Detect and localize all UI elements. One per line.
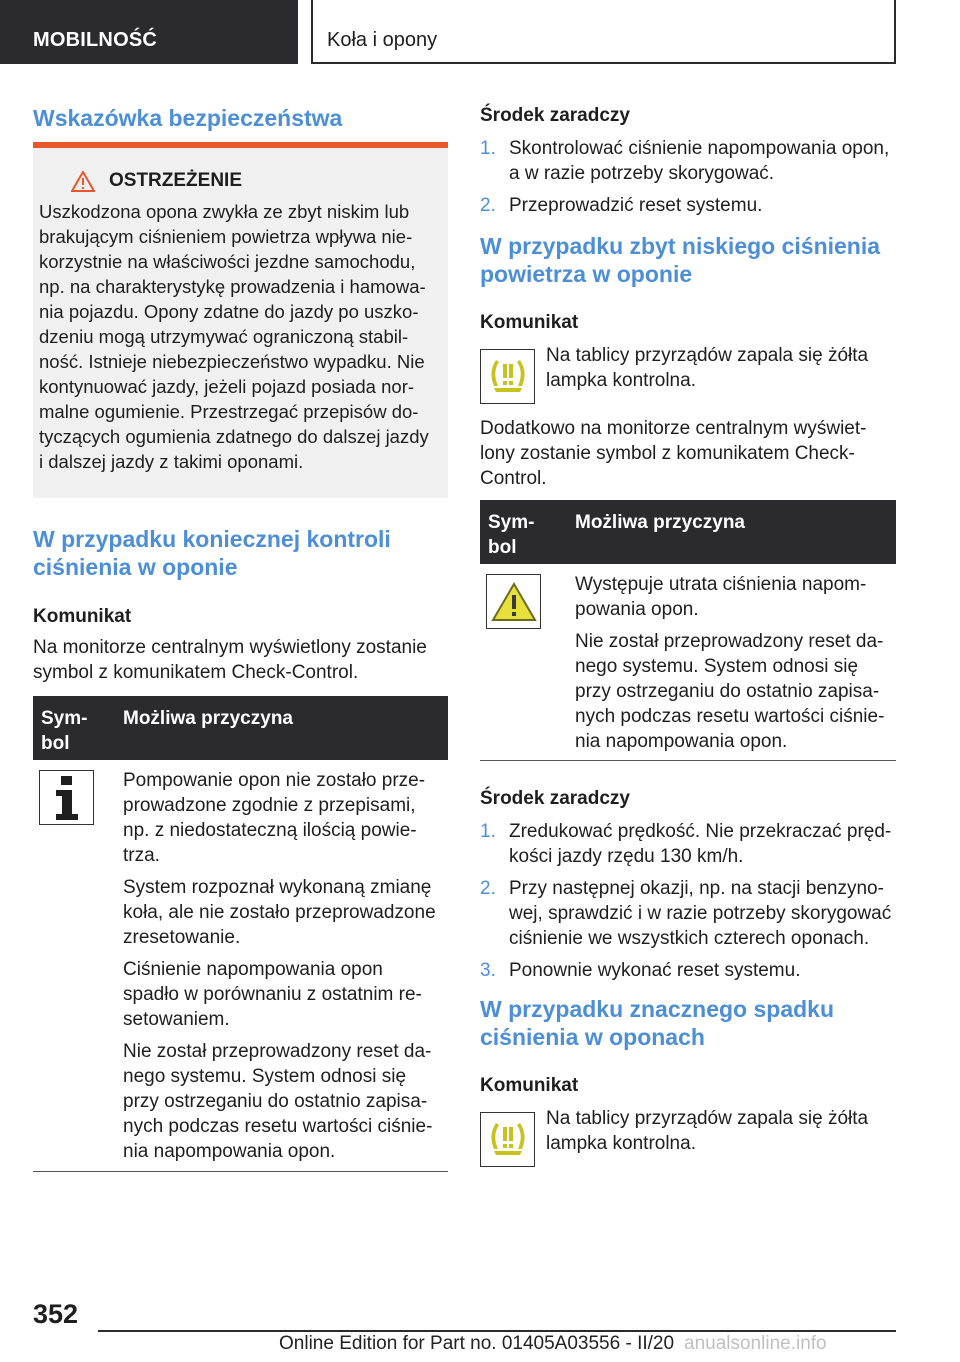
list-number: 1. (480, 821, 496, 842)
table-header (480, 500, 896, 564)
list-item (480, 193, 896, 218)
list-item (480, 819, 896, 869)
col-header-line: Sym- (41, 708, 88, 729)
indicator-line: lampka kontrolna. (546, 370, 696, 391)
additional-line: Dodatkowo na monitorze centralnym wyświet- (480, 418, 867, 439)
remedy-list (480, 136, 896, 218)
cause-line: nia napompowania opon. (123, 1141, 336, 1162)
cause-line: przy ostrzeganiu do ostatnio zapisa- (123, 1091, 428, 1112)
komunikat-heading: Komunikat (480, 312, 579, 333)
list-line: Przy następnej okazji, np. na stacji benzyno- (509, 878, 884, 899)
cause-line: spadło w porównaniu z ostatnim re- (123, 984, 422, 1005)
cause-para (123, 957, 440, 1032)
warning-triangle-icon (486, 574, 541, 629)
indicator-message (480, 347, 896, 404)
warning-line: malne ogumienie. Przestrzegać przepisów do- (39, 401, 419, 422)
cause-line: Nie został przeprowadzony reset da- (123, 1041, 432, 1062)
list-item (480, 958, 896, 983)
list-text (509, 876, 891, 951)
additional-line: lony zostanie symbol z komunikatem Check- (480, 443, 855, 464)
cause-line: Występuje utrata ciśnienia napom- (575, 574, 867, 595)
cause-table-right (480, 500, 896, 761)
komunikat-heading: Komunikat (480, 1075, 579, 1096)
cause-para (123, 768, 440, 868)
list-text (509, 136, 889, 186)
cause-line: Pompowanie opon nie zostało prze- (123, 770, 426, 791)
indicator-text (546, 343, 868, 404)
chapter-tab: Koła i opony (311, 0, 896, 64)
cause-line: powania opon. (575, 599, 699, 620)
cause-cell (567, 564, 896, 760)
indicator-line: Na tablicy przyrządów zapala się żółta (546, 1108, 869, 1129)
list-number: 3. (480, 960, 496, 981)
section-title-line: ciśnienia w oponie (33, 554, 238, 580)
tire-pressure-warning-icon (480, 349, 535, 404)
warning-box (33, 142, 448, 498)
warning-line: brakującym ciśnieniem powietrza wpływa nie- (39, 226, 413, 247)
indicator-line: Na tablicy przyrządów zapala się żółta (546, 345, 869, 366)
section-title-line: powietrza w oponie (480, 261, 693, 287)
intro-line: Na monitorze centralnym wyświetlony zostanie (33, 637, 427, 658)
list-number: 1. (480, 138, 496, 159)
section-title-line: W przypadku koniecznej kontroli (33, 526, 391, 552)
section-title-low (480, 232, 896, 288)
section-title-line: W przypadku znacznego spadku (480, 996, 834, 1022)
remedy-heading: Środek zaradczy (480, 788, 630, 809)
list-line: kości jazdy rzędu 130 km/h. (509, 846, 744, 867)
warning-header (71, 170, 436, 192)
remedy-heading: Środek zaradczy (480, 105, 630, 126)
intro-text (33, 635, 448, 685)
cause-line: zresetowanie. (123, 927, 241, 948)
warning-line: i dalszej jazdy z takimi oponami. (39, 451, 304, 472)
list-text (509, 819, 891, 869)
warning-line: nia pojazdu. Opony zdatne do jazdy po uszko- (39, 301, 419, 322)
cause-line: np. z niedostateczną ilością powie- (123, 820, 417, 841)
list-line: ciśnienie we wszystkich czterech oponach. (509, 928, 870, 949)
indicator-text (546, 1106, 868, 1167)
list-line: Zredukować prędkość. Nie przekraczać pręd- (509, 821, 892, 842)
warning-text (39, 199, 436, 474)
cause-para (575, 629, 888, 754)
list-line: a w razie potrzeby skorygować. (509, 163, 775, 184)
list-number: 2. (480, 195, 496, 216)
indicator-message (480, 1110, 896, 1167)
warning-triangle-icon (71, 171, 95, 192)
info-icon (39, 770, 94, 825)
tire-pressure-warning-icon (480, 1112, 535, 1167)
cause-line: koła, ale nie zostało przeprowadzone (123, 902, 436, 923)
additional-line: Control. (480, 468, 547, 489)
cause-line: prowadzone zgodnie z przepisami, (123, 795, 416, 816)
warning-line: dzeniu mogą utrzymywać ograniczoną stabil- (39, 326, 409, 347)
col-header-line: bol (488, 537, 517, 558)
warning-line: np. na charakterystykę prowadzenia i hamowa- (39, 276, 426, 297)
cause-line: System rozpoznał wykonaną zmianę (123, 877, 432, 898)
cause-table-left (33, 696, 448, 1172)
page-header (0, 0, 960, 66)
list-item (480, 136, 896, 186)
cause-line: nia napompowania opon. (575, 731, 788, 752)
section-title-line: W przypadku zbyt niskiego ciśnienia (480, 233, 881, 259)
watermark: anualsonline.info (684, 1333, 827, 1354)
cause-line: nych podczas resetu wartości ciśnie- (123, 1116, 433, 1137)
additional-text (480, 416, 896, 491)
warning-title: OSTRZEŻENIE (109, 170, 243, 191)
indicator-line: lampka kontrolna. (546, 1133, 696, 1154)
cause-line: setowaniem. (123, 1009, 230, 1030)
table-header (33, 696, 448, 760)
cause-line: Ciśnienie napompowania opon (123, 959, 383, 980)
list-number: 2. (480, 878, 496, 899)
table-row (480, 564, 896, 761)
cause-line: nego systemu. System odnosi się (575, 656, 859, 677)
section-title-check (33, 525, 448, 581)
section-title-line: ciśnienia w oponach (480, 1024, 705, 1050)
cause-para (123, 875, 440, 950)
cause-line: przy ostrzeganiu do ostatnio zapisa- (575, 681, 880, 702)
warning-line: ność. Istnieje niebezpieczeństwo wypadku. Nie (39, 351, 425, 372)
cause-line: Nie został przeprowadzony reset da- (575, 631, 884, 652)
list-line: Skontrolować ciśnienie napompowania opon, (509, 138, 890, 159)
col-cause-header: Możliwa przyczyna (575, 512, 745, 533)
cause-para (575, 572, 888, 622)
komunikat-heading: Komunikat (33, 606, 132, 627)
col-cause-header: Możliwa przyczyna (123, 708, 293, 729)
cause-line: trza. (123, 845, 160, 866)
cause-line: nego systemu. System odnosi się (123, 1066, 407, 1087)
cause-para (123, 1039, 440, 1164)
warning-line: korzystnie na właściwości jezdne samochodu, (39, 251, 416, 272)
table-row (33, 760, 448, 1172)
symbol-cell (33, 760, 115, 1171)
cause-cell (115, 760, 448, 1171)
remedy-list (480, 819, 896, 983)
list-item (480, 876, 896, 951)
cause-line: nych podczas resetu wartości ciśnie- (575, 706, 885, 727)
safety-title: Wskazówka bezpieczeństwa (33, 105, 343, 131)
warning-line: Uszkodzona opona zwykła ze zbyt niskim lub (39, 201, 410, 222)
col-header-line: Sym- (488, 512, 535, 533)
col-header-line: bol (41, 733, 70, 754)
list-line: wej, sprawdzić i w razie potrzeby skorygować (509, 903, 892, 924)
list-text: Przeprowadzić reset systemu. (509, 195, 763, 216)
footer-divider (98, 1330, 896, 1332)
footer-edition: Online Edition for Part no. 01405A03556 - II/20 (279, 1333, 675, 1354)
col-symbol-header (33, 696, 115, 760)
intro-line: symbol z komunikatem Check-Control. (33, 662, 359, 683)
col-symbol-header (480, 500, 567, 564)
list-text: Ponownie wykonać reset systemu. (509, 960, 801, 981)
section-title-significant (480, 995, 896, 1051)
warning-line: tyczących ogumienia zdatnego do dalszej jazdy (39, 426, 429, 447)
warning-line: kontynuować jazdy, jeżeli pojazd posiada nor- (39, 376, 415, 397)
symbol-cell (480, 564, 567, 760)
section-tab: MOBILNOŚĆ (0, 0, 298, 64)
page-number: 352 (33, 1299, 79, 1329)
